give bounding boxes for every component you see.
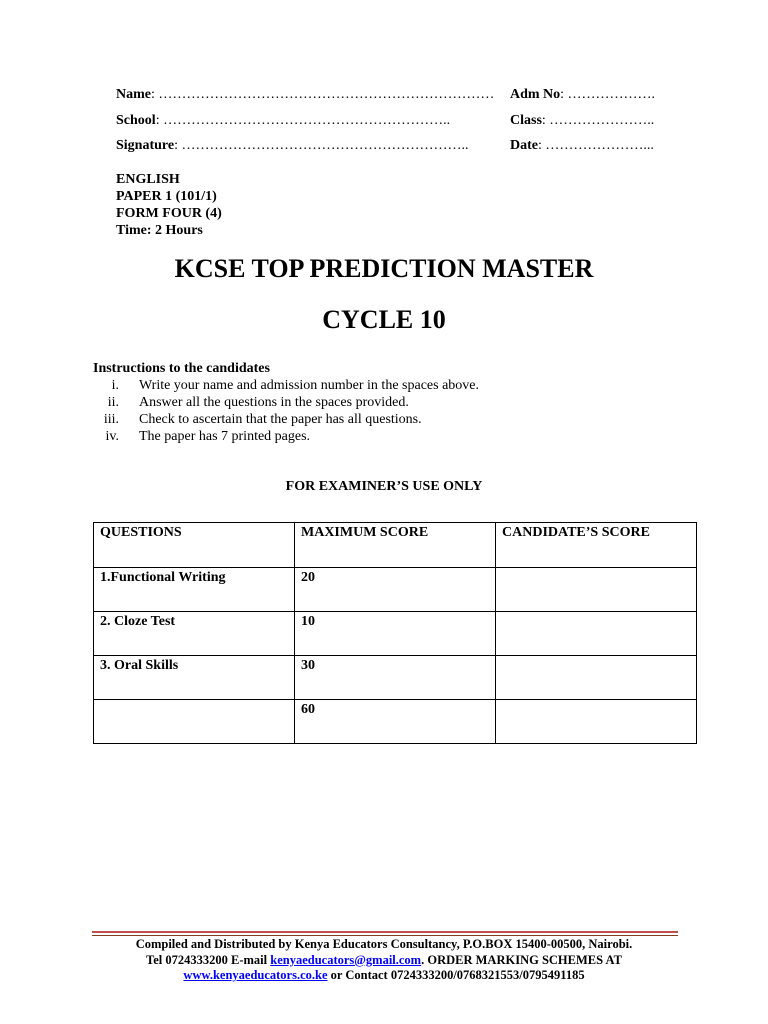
paper-info (116, 171, 222, 239)
instruction-number: ii. (107, 395, 119, 410)
header-questions: QUESTIONS (94, 523, 295, 568)
adm-no-dots: : ………………. (560, 87, 656, 102)
instruction-item (93, 377, 479, 394)
school-row (116, 112, 655, 138)
question-cell: 3. Oral Skills (94, 656, 295, 700)
footer (0, 937, 768, 984)
total-candidate-score-cell[interactable] (496, 700, 697, 744)
question-cell (94, 700, 295, 744)
date-dots: : …………………... (538, 138, 654, 153)
instruction-text: The paper has 7 printed pages. (139, 429, 311, 444)
max-score-cell: 20 (295, 568, 496, 612)
instruction-number: i. (111, 378, 119, 393)
question-cell: 2. Cloze Test (94, 612, 295, 656)
date-label: Date (510, 138, 538, 153)
name-row (116, 86, 655, 112)
exam-title: KCSE TOP PREDICTION MASTER (174, 254, 594, 283)
time-allowed: Time: 2 Hours (116, 223, 203, 238)
max-score-cell: 10 (295, 612, 496, 656)
question-cell: 1.Functional Writing (94, 568, 295, 612)
class-dots: : ………………….. (541, 112, 655, 128)
class-label: Class (510, 112, 542, 128)
table-total-row (94, 700, 697, 744)
table-header-row (94, 523, 697, 568)
instruction-text: Answer all the questions in the spaces provided. (139, 395, 409, 410)
adm-no-label: Adm No (510, 87, 561, 102)
footer-contact-line (0, 953, 768, 969)
school-label: School (116, 112, 156, 128)
instruction-text: Write your name and admission number in the spaces above. (139, 378, 480, 393)
candidate-score-cell[interactable] (496, 656, 697, 700)
form-level: FORM FOUR (4) (116, 206, 222, 221)
footer-phones: or Contact 0724333200/0768321553/0795491185 (327, 968, 585, 982)
total-max-score-cell: 60 (295, 700, 496, 744)
signature-label: Signature (116, 138, 175, 153)
table-row (94, 656, 697, 700)
footer-tel: Tel 0724333200 E-mail (146, 952, 271, 967)
website-link[interactable]: www.kenyaeducators.co.ke (183, 968, 328, 982)
name-dots: : ……………………………………………………………… (151, 87, 495, 102)
instruction-item (93, 428, 479, 445)
footer-address: Compiled and Distributed by Kenya Educators Consultancy, P.O.BOX 15400-00500, Nairobi. (135, 937, 633, 951)
exam-cycle: CYCLE 10 (322, 305, 446, 334)
table-row (94, 568, 697, 612)
max-score-cell: 30 (295, 656, 496, 700)
candidate-details (116, 86, 655, 163)
instructions-heading: Instructions to the candidates (93, 361, 270, 376)
header-maximum-score: MAXIMUM SCORE (295, 523, 496, 568)
footer-divider (92, 931, 678, 936)
footer-website-line (0, 968, 768, 984)
signature-dots: : …………………………………………………….. (174, 138, 469, 153)
instructions-list (93, 377, 479, 445)
instruction-item (93, 411, 479, 428)
school-dots: : …………………………………………………….. (155, 112, 451, 128)
header-candidate-score: CANDIDATE’S SCORE (496, 523, 697, 568)
subject: ENGLISH (116, 172, 180, 187)
email-link[interactable]: kenyaeducators@gmail.com (270, 952, 422, 967)
signature-row (116, 137, 655, 163)
footer-order-text: . ORDER MARKING SCHEMES AT (421, 952, 622, 967)
table-row (94, 612, 697, 656)
instruction-number: iv. (105, 429, 119, 444)
instruction-item (93, 394, 479, 411)
examiner-heading: FOR EXAMINER’S USE ONLY (285, 479, 483, 494)
candidate-score-cell[interactable] (496, 568, 697, 612)
instruction-number: iii. (103, 412, 119, 427)
candidate-score-cell[interactable] (496, 612, 697, 656)
name-label: Name (116, 87, 151, 102)
instruction-text: Check to ascertain that the paper has all questions. (139, 412, 422, 427)
paper-number: PAPER 1 (101/1) (116, 189, 217, 204)
score-table (93, 522, 697, 744)
